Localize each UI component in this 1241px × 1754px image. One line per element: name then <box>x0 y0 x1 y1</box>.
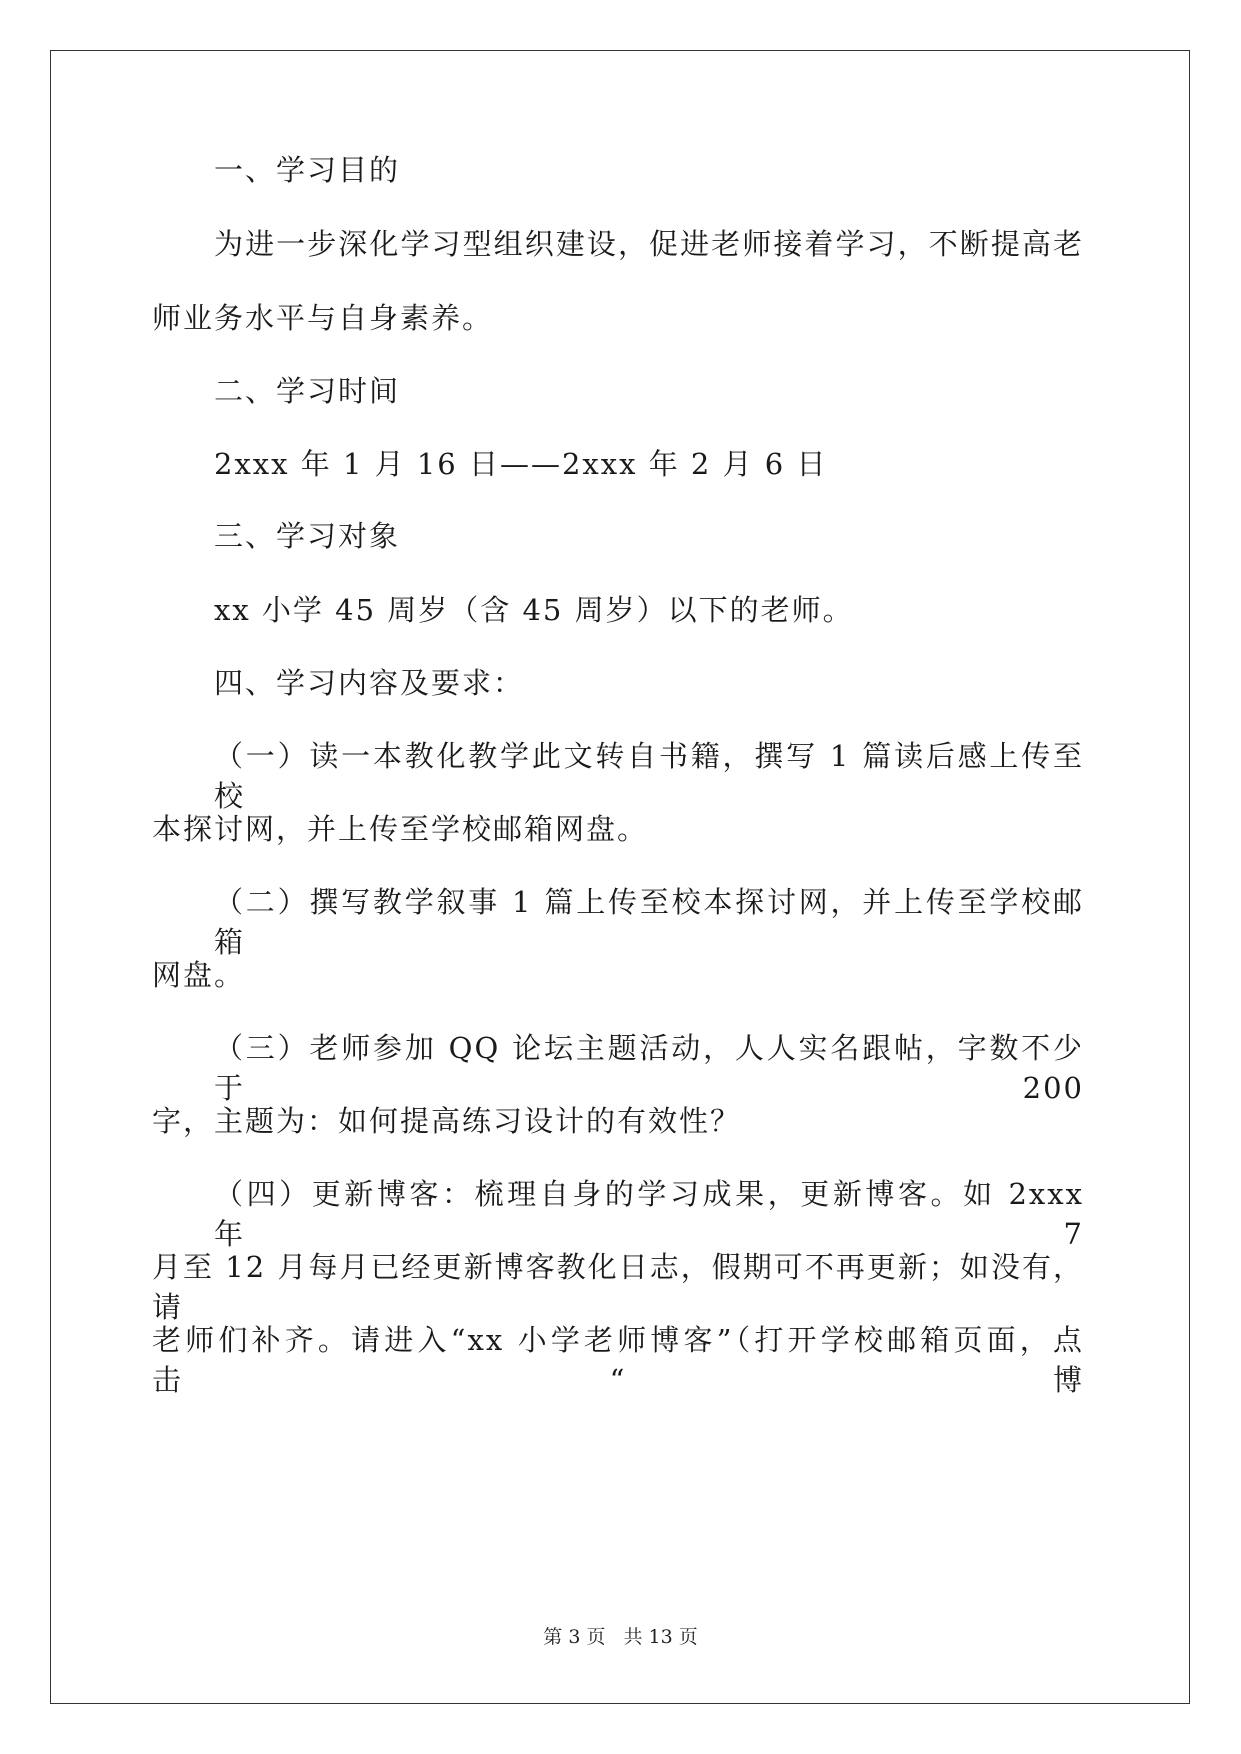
page-number: 第 3 页 <box>543 1626 606 1648</box>
page-footer <box>0 1625 1241 1649</box>
heading-content: 四、学习内容及要求： <box>214 666 525 700</box>
paragraph-line: （三）老师参加 QQ 论坛主题活动，人人实名跟帖，字数不少于 200 <box>214 1031 1084 1105</box>
paragraph-line: （一）读一本教化教学此文转自书籍，撰写 1 篇读后感上传至校 <box>214 739 1084 813</box>
paragraph-line: xx 小学 45 周岁（含 45 周岁）以下的老师。 <box>214 593 854 627</box>
paragraph-line: 本探讨网，并上传至学校邮箱网盘。 <box>152 812 649 846</box>
paragraph-line: （二）撰写教学叙事 1 篇上传至校本探讨网，并上传至学校邮箱 <box>214 885 1084 959</box>
heading-purpose: 一、学习目的 <box>214 153 401 187</box>
paragraph-line: 月至 12 月每月已经更新博客教化日志，假期可不再更新；如没有，请 <box>152 1250 1084 1324</box>
heading-target: 三、学习对象 <box>214 519 401 553</box>
page-total: 共 13 页 <box>623 1626 698 1648</box>
heading-time: 二、学习时间 <box>214 374 401 408</box>
paragraph-line: （四）更新博客：梳理自身的学习成果，更新博客。如 2xxx 年 7 <box>214 1177 1084 1251</box>
paragraph-line: 2xxx 年 1 月 16 日——2xxx 年 2 月 6 日 <box>214 447 828 481</box>
paragraph-line: 为进一步深化学习型组织建设，促进老师接着学习，不断提高老 <box>214 227 1084 261</box>
paragraph-line: 网盘。 <box>152 958 246 992</box>
paragraph-line: 老师们补齐。请进入“xx 小学老师博客”（打开学校邮箱页面，点击“博 <box>152 1323 1084 1397</box>
paragraph-line: 师业务水平与自身素养。 <box>152 301 494 335</box>
paragraph-line: 字，主题为：如何提高练习设计的有效性？ <box>152 1104 742 1138</box>
